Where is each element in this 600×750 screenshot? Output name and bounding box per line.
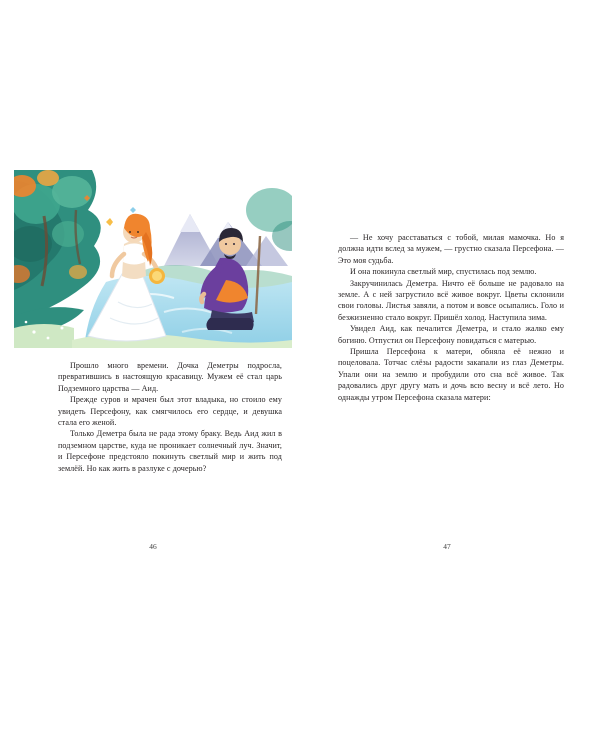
paragraph: И она покинула светлый мир, спустилась под землю. (350, 267, 537, 277)
paragraph: Увидел Аид, как печалится Деметра, и стало жалко ему богиню. Отпустил он Персефону повидаться с матерью. (338, 324, 564, 345)
paragraph: Прежде суров и мрачен был этот владыка, но стоило ему увидеть Персефону, как смягчилось его сердце, и девушка стала его женой. (58, 395, 282, 428)
page-number-left: 46 (149, 542, 157, 551)
left-page-text (58, 360, 282, 474)
paragraph: Прошло много времени. Дочка Деметры подросла, превратившись в настоящую красавицу. Мужем её стал царь Подземного царства — Аид. (58, 361, 282, 393)
right-page-text (338, 232, 564, 403)
right-page (308, 170, 586, 570)
paragraph: Закручинилась Деметра. Ничто её больше не радовало на земле. А с ней загрустило всё живое вокруг. Цветы склонили свои головы. Листья завяли, а потом и вовсе осыпались. Голо и безжизненно стало вокруг. Пришёл холод. Наступила зима. (338, 278, 564, 322)
paragraph: Только Деметра была не рада этому браку. Ведь Аид жил в подземном царстве, куда не проникает солнечный луч. Значит, и Персефоне предстояло покинуть светлый мир и жить под землёй. Но как жить в разлуке с дочерью? (58, 429, 282, 473)
paragraph: — Не хочу расставаться с тобой, милая мамочка. Но я должна идти вслед за мужем, — грустно сказала Персефона. — Это моя судьба. (338, 233, 564, 265)
paragraph: Пришла Персефона к матери, обняла её нежно и поцеловала. Тотчас слёзы радости закапали из глаз Деметры. Упали они на землю и пробудили ото сна всё живое. Так радовались друг другу мать и дочь всю весну и всё лето. Но однажды утром Персефона сказала матери: (338, 347, 564, 402)
persephone-hades-illustration (14, 170, 292, 348)
page-number-right: 47 (443, 542, 451, 551)
left-page (14, 170, 292, 570)
